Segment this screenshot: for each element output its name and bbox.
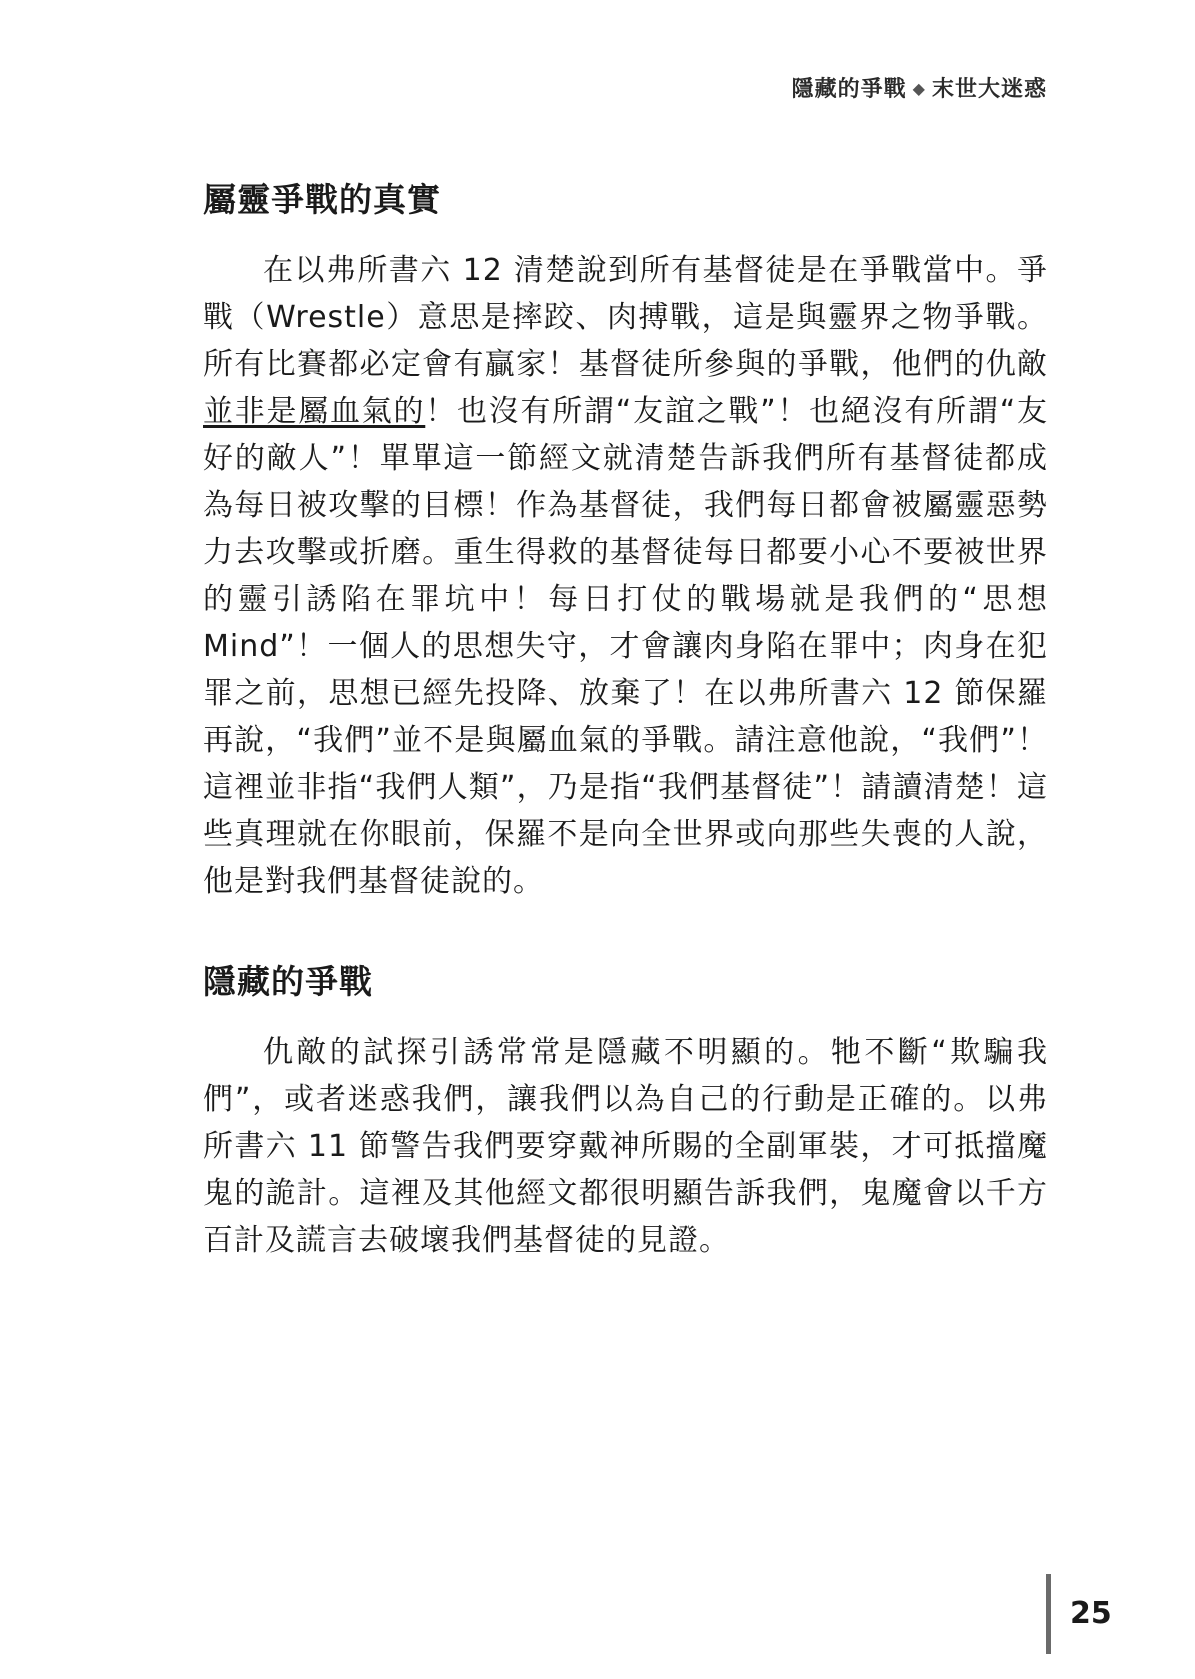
header-book-title: 末世大迷惑 [931, 77, 1047, 102]
section-spiritual-warfare [203, 175, 1048, 905]
paragraph-text: ！也沒有所謂“友誼之戰”！也絕沒有所謂“友好的敵人”！單單這一節經文就清楚告訴我們所有基督徒都成為每日被攻擊的目標！作為基督徒，我們每日都會被屬靈惡勢力去攻擊或折磨。重生得救的基督徒每日都要小心不要被世界的靈引誘陷在罪坑中！每日打仗的戰場就是我們的“思想 Mind”！一個人的思想失守，才會讓肉身陷在罪中；肉身在犯罪之前，思想已經先投降、放棄了！在以弗所書六 12 節保羅再說，“我們”並不是與屬血氣的爭戰。請注意他說，“我們”！這裡並非指“我們人類”，乃是指“我們基督徒”！請讀清楚！這些真理就在你眼前，保羅不是向全世界或向那些失喪的人說，他是對我們基督徒說的。 [203, 394, 1048, 899]
section-hidden-warfare [203, 957, 1048, 1264]
diamond-separator-icon: ◆ [912, 79, 926, 98]
paragraph-text: 在以弗所書六 12 清楚說到所有基督徒是在爭戰當中。爭戰（Wrestle）意思是摔跤、肉搏戰，這是與靈界之物爭戰。所有比賽都必定會有贏家！基督徒所參與的爭戰，他們的仇敵 [203, 253, 1048, 382]
page-number-rule [1046, 1574, 1051, 1654]
running-header [792, 72, 1047, 103]
section-heading: 隱藏的爭戰 [203, 962, 373, 1001]
header-section-title: 隱藏的爭戰 [791, 77, 907, 102]
body-paragraph: 仇敵的試探引誘常常是隱藏不明顯的。牠不斷“欺騙我們”，或者迷惑我們，讓我們以為自己的行動是正確的。以弗所書六 11 節警告我們要穿戴神所賜的全副軍裝，才可抵擋魔鬼的詭計。這裡及其他經文都很明顯告訴我們，鬼魔會以千方百計及謊言去破壞我們基督徒的見證。 [203, 1035, 1048, 1258]
page-number: 25 [1070, 1596, 1112, 1631]
body-paragraph [203, 247, 1048, 905]
page-body [203, 175, 1048, 1264]
underlined-phrase: 並非是屬血氣的 [203, 394, 426, 429]
section-heading: 屬靈爭戰的真實 [203, 180, 441, 219]
